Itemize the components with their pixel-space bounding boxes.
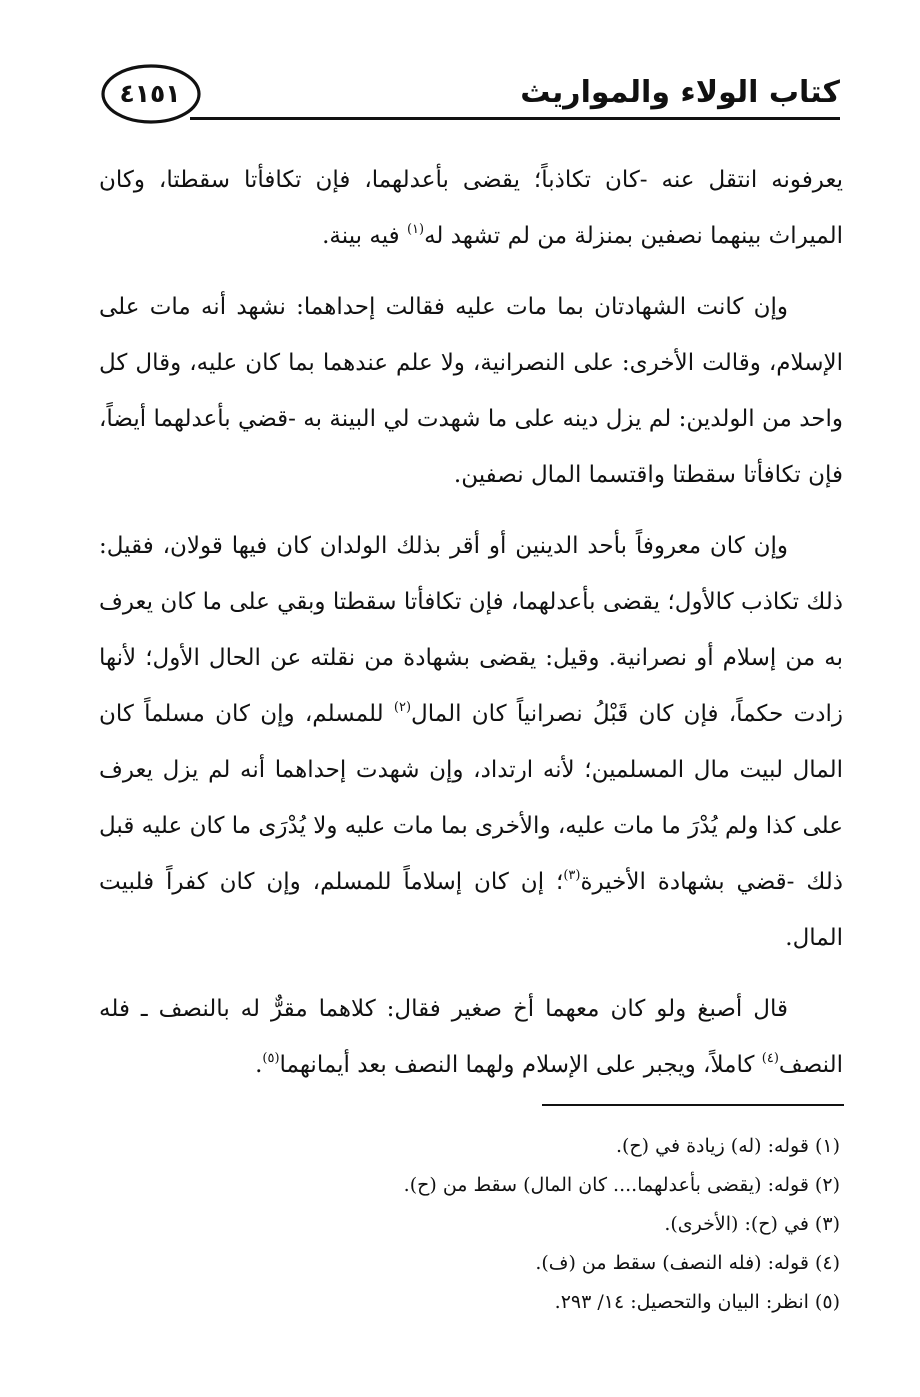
paragraph-text: وإن كان معروفاً بأحد الدينين أو أقر بذلك الولدان كان فيها قولان، فقيل: ذلك تكاذب كالأول؛ يقضى بأعدلهما، فإن تكافأتا سقطتا وبقي على ما كان يعرف به من إسلام أو نصرانية. وقيل: يقضى بشهادة من نقلته عن الحال الأول؛ لأنها زادت حكماً، فإن كان قَبْلُ نصرانياً كان المال xyxy=(99,533,843,727)
paragraph-1 xyxy=(99,152,843,264)
paragraph-text: كاملاً، ويجبر على الإسلام ولهما النصف بعد أيمانهما xyxy=(279,1052,762,1078)
footnote-ref-4[interactable]: (٤) xyxy=(761,1051,779,1066)
footnote-ref-3[interactable]: (٣) xyxy=(563,868,581,883)
page-number: ٤١٥١ xyxy=(119,79,181,108)
paragraph-4 xyxy=(99,981,843,1093)
footnote-ref-5[interactable]: (٥) xyxy=(262,1051,280,1066)
footnote-3: (٣) في (ح): (الأخرى). xyxy=(664,1213,840,1235)
paragraph-2 xyxy=(99,279,843,503)
footnote-ref-2[interactable]: (٢) xyxy=(393,700,412,715)
footnotes-list xyxy=(100,1128,840,1323)
paragraph-text: . xyxy=(255,1052,263,1078)
paragraph-text: ؛ إن كان إسلاماً للمسلم، وإن كان كفراً فلبيت المال. xyxy=(99,869,843,951)
paragraph-3 xyxy=(99,518,843,966)
book-title: كتاب الولاء والمواريث xyxy=(520,75,840,110)
footnote-4: (٤) قوله: (فله النصف) سقط من (ف). xyxy=(535,1252,840,1274)
footnote-separator xyxy=(542,1104,844,1106)
page-header xyxy=(95,55,840,137)
footnote-5: (٥) انظر: البيان والتحصيل: ١٤/ ٢٩٣. xyxy=(554,1291,840,1313)
paragraph-text: يعرفونه انتقل عنه -كان تكاذباً؛ يقضى بأعدلهما، فإن تكافأتا سقطتا، وكان الميراث بينهما نصفين بمنزلة من لم تشهد له xyxy=(99,167,843,249)
paragraph-text: فيه بينة. xyxy=(322,223,407,249)
footnote-1: (١) قوله: (له) زيادة في (ح). xyxy=(615,1135,840,1157)
footnote-ref-1[interactable]: (١) xyxy=(406,222,425,237)
page-number-badge xyxy=(95,61,201,127)
footnote-2: (٢) قوله: (يقضى بأعدلهما.... كان المال) سقط من (ح). xyxy=(403,1174,840,1196)
header-rule xyxy=(190,117,840,120)
paragraph-text: قال أصبغ ولو كان معهما أخ صغير فقال: كلاهما مقرٌّ له بالنصف ـ فله النصف xyxy=(99,996,843,1078)
paragraph-text: وإن كانت الشهادتان بما مات عليه فقالت إحداهما: نشهد أنه مات على الإسلام، وقالت الأخرى: على النصرانية، ولا علم عندهما بما كان عليه، وقال كل واحد من الولدين: لم يزل دينه على ما شهدت لي البينة به -قضي بأعدلهما أيضاً، فإن تكافأتا سقطتا واقتسما المال نصفين. xyxy=(99,294,843,488)
paragraph-text: للمسلم، وإن كان مسلماً كان المال لبيت مال المسلمين؛ لأنه ارتداد، وإن شهدت إحداهما أنه لم يزل يعرف على كذا ولم يُدْرَ ما مات عليه، والأخرى بما مات عليه ولا يُدْرَى ما كان عليه قبل ذلك -قضي بشهادة الأخيرة xyxy=(98,701,843,895)
body-text xyxy=(99,152,843,1108)
